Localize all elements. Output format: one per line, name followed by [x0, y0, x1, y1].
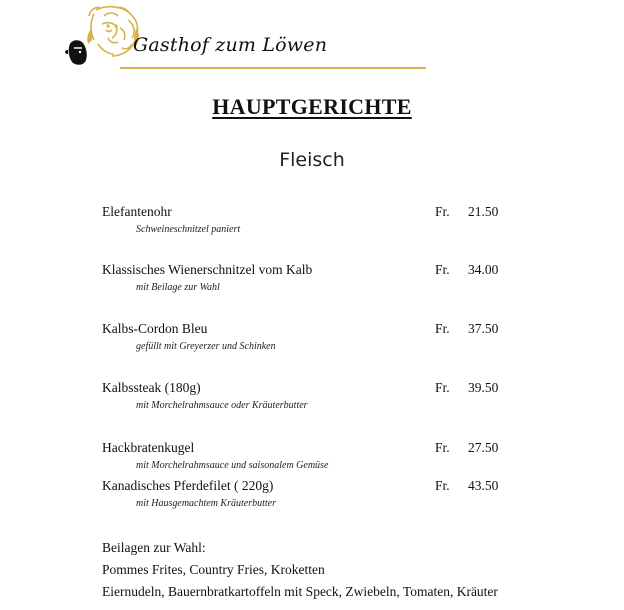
item-description: mit Beilage zur Wahl	[136, 282, 220, 293]
item-name: Klassisches Wienerschnitzel vom Kalb	[102, 262, 313, 277]
item-currency: Fr.	[435, 440, 450, 455]
item-description: mit Morchelrahmsauce und saisonalem Gemüse	[136, 460, 329, 471]
item-currency: Fr.	[435, 262, 450, 277]
item-price: 21.50	[468, 204, 499, 219]
item-price: 39.50	[468, 380, 499, 395]
item-currency: Fr.	[435, 204, 450, 219]
item-currency: Fr.	[435, 380, 450, 395]
restaurant-header	[56, 4, 376, 70]
header-divider	[120, 67, 426, 69]
item-price: 27.50	[468, 440, 499, 455]
item-description: Schweineschnitzel paniert	[136, 224, 241, 235]
item-name: Kalbs-Cordon Bleu	[102, 321, 208, 336]
item-name: Elefantenohr	[102, 204, 172, 219]
item-price: 43.50	[468, 478, 499, 493]
sides-heading: Beilagen zur Wahl:	[102, 540, 206, 555]
section-title: Fleisch	[279, 149, 345, 171]
item-name: Hackbratenkugel	[102, 440, 195, 455]
sides-line: Eiernudeln, Bauernbratkartoffeln mit Speck, Zwiebeln, Tomaten, Kräuter	[102, 584, 498, 599]
item-price: 37.50	[468, 321, 499, 336]
brand-name: Gasthof zum Löwen	[133, 34, 328, 56]
item-description: mit Hausgemachtem Kräuterbutter	[136, 498, 276, 509]
item-currency: Fr.	[435, 321, 450, 336]
page-title: HAUPTGERICHTE	[212, 94, 412, 119]
sides-section	[102, 537, 522, 603]
item-description: gefüllt mit Greyerzer und Schinken	[136, 341, 276, 352]
item-price: 34.00	[468, 262, 499, 277]
sides-line: Pommes Frites, Country Fries, Kroketten	[102, 562, 325, 577]
item-name: Kalbssteak (180g)	[102, 380, 201, 395]
item-currency: Fr.	[435, 478, 450, 493]
black-head-crest-icon	[65, 40, 87, 65]
item-description: mit Morchelrahmsauce oder Kräuterbutter	[136, 400, 308, 411]
item-name: Kanadisches Pferdefilet ( 220g)	[102, 478, 274, 493]
